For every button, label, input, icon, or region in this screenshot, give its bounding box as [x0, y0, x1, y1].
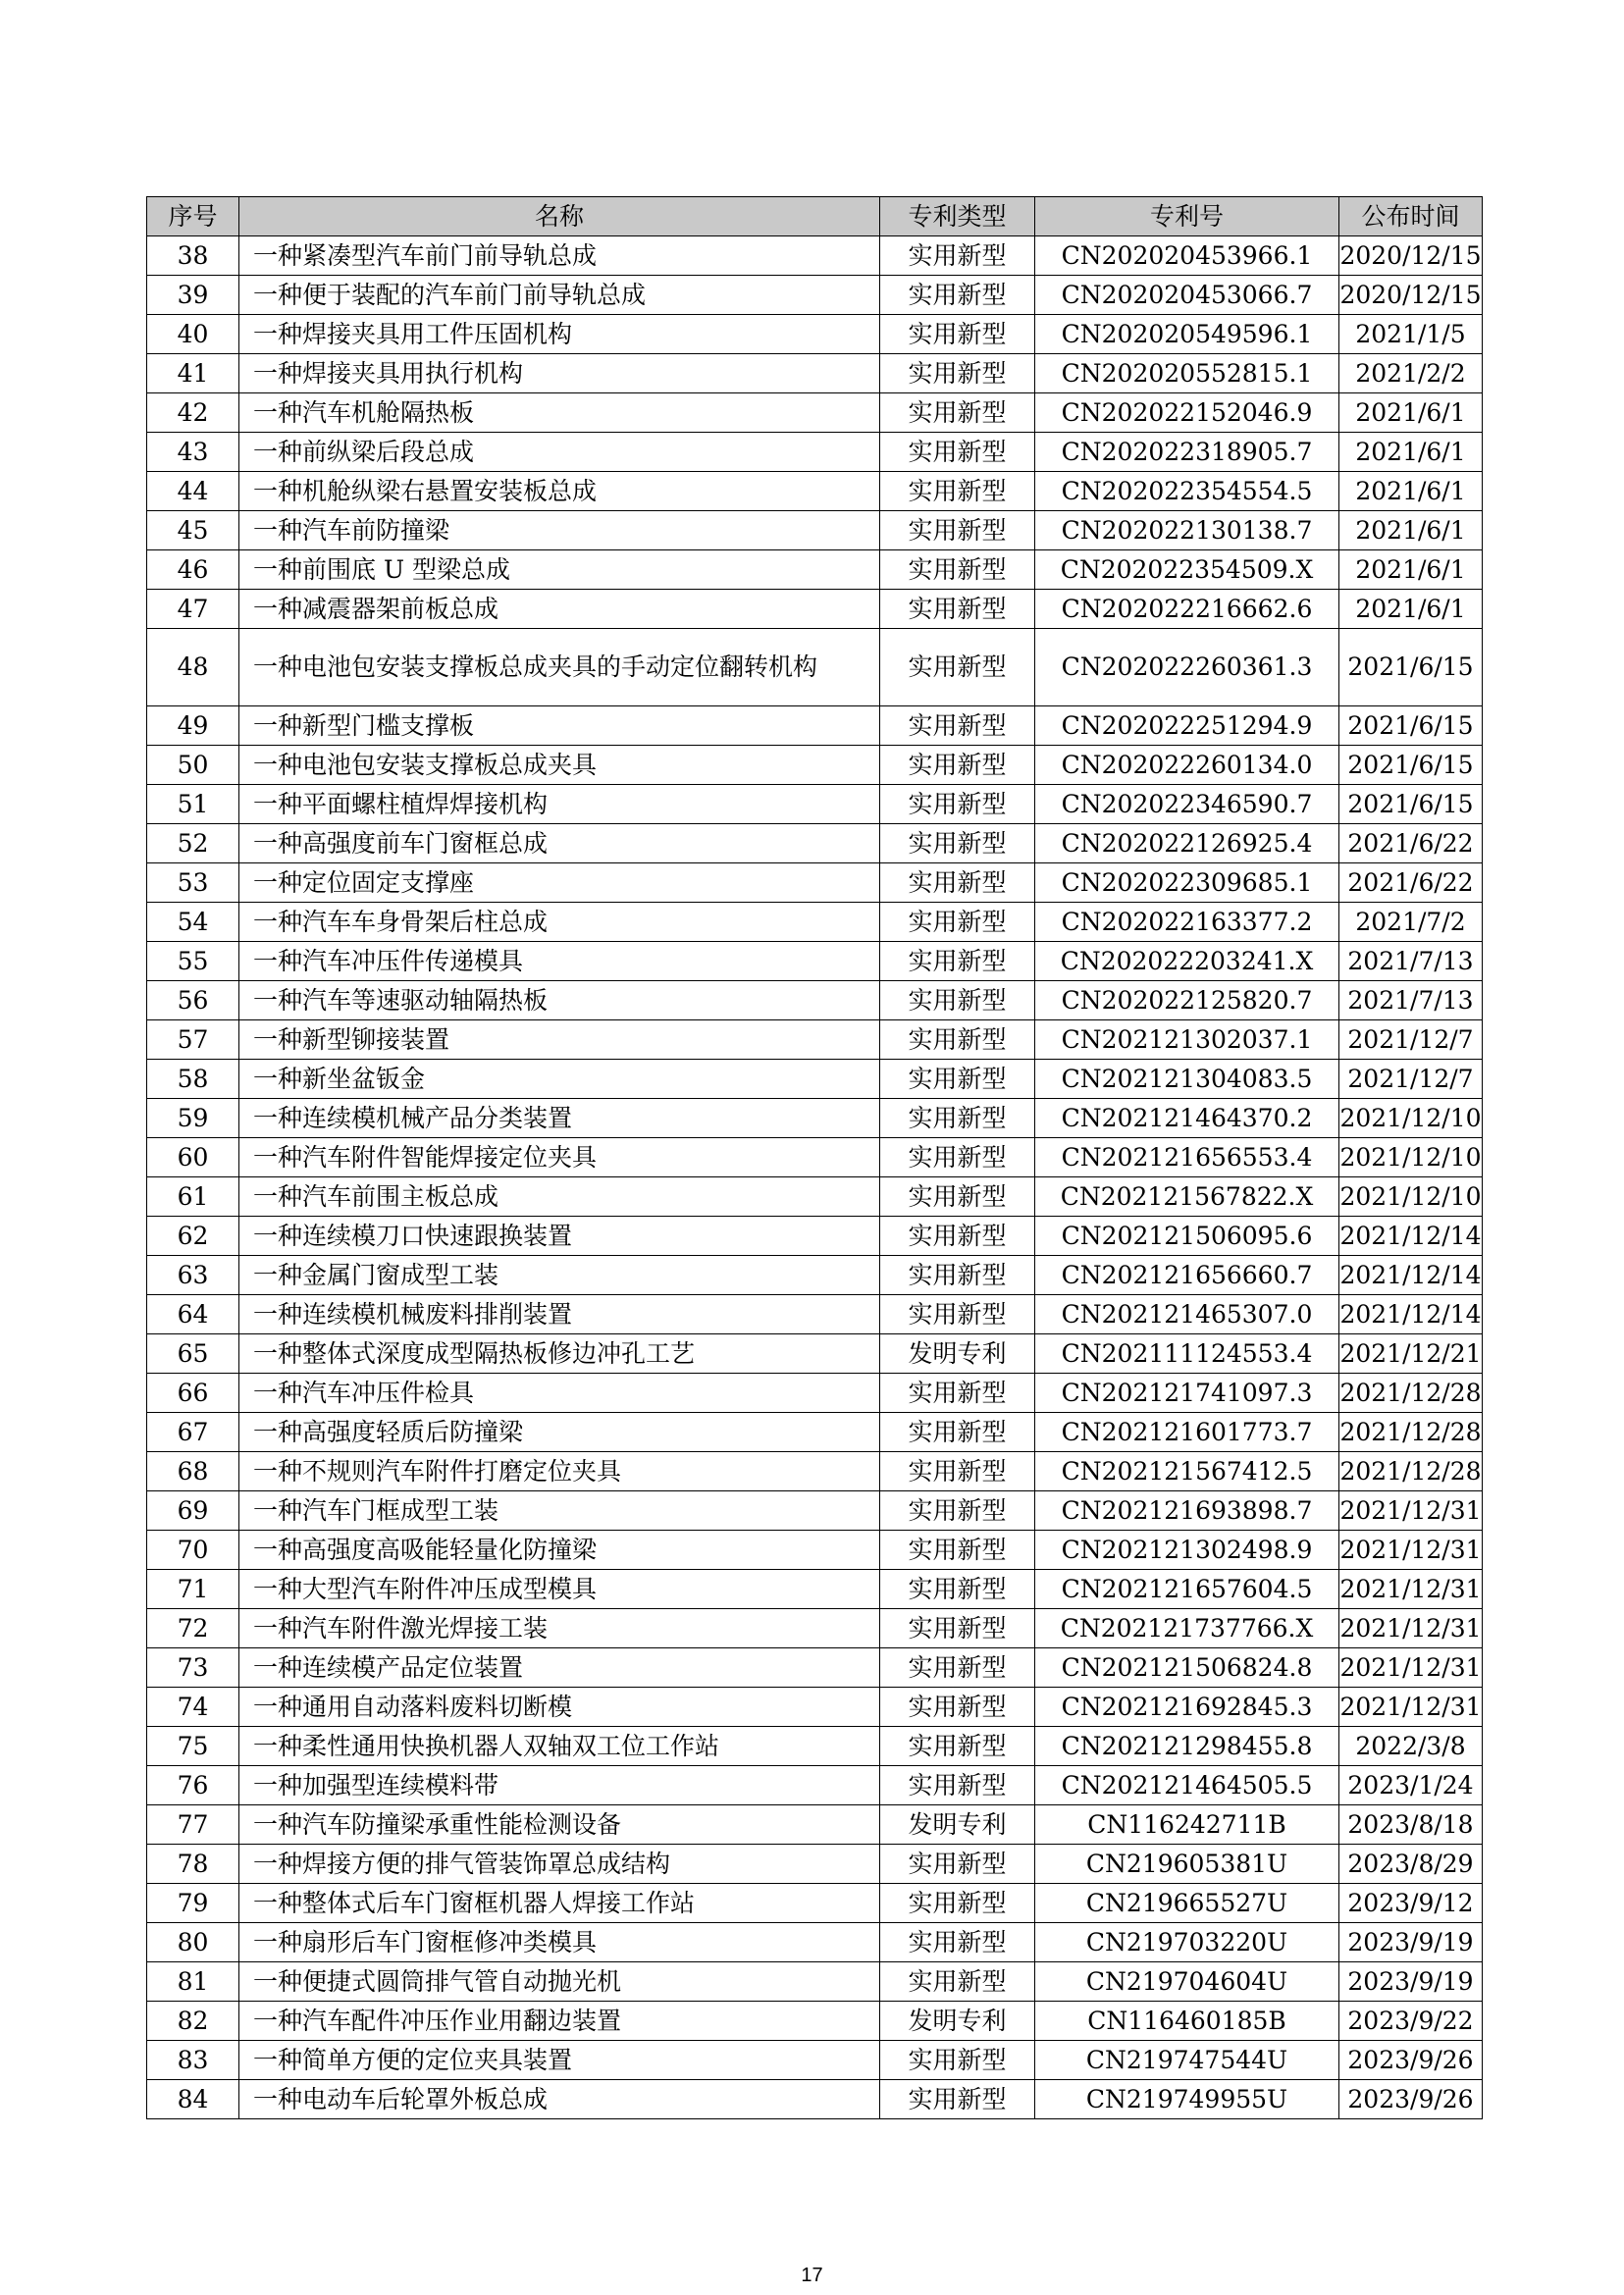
cell-patent-number: CN202111124553.4	[1035, 1334, 1339, 1374]
cell-patent-type: 实用新型	[880, 1688, 1035, 1727]
cell-index: 78	[147, 1845, 239, 1884]
table-header-row	[147, 197, 1483, 236]
cell-patent-number: CN202020453966.1	[1035, 236, 1339, 276]
cell-patent-number: CN202020453066.7	[1035, 276, 1339, 315]
table-row	[147, 236, 1483, 276]
cell-index: 62	[147, 1217, 239, 1256]
cell-index: 72	[147, 1609, 239, 1648]
cell-index: 81	[147, 1962, 239, 2002]
cell-index: 83	[147, 2041, 239, 2080]
cell-index: 73	[147, 1648, 239, 1688]
cell-patent-type: 实用新型	[880, 1962, 1035, 2002]
cell-patent-type: 实用新型	[880, 1295, 1035, 1334]
cell-patent-number: CN202121506095.6	[1035, 1217, 1339, 1256]
table-row	[147, 1295, 1483, 1334]
cell-patent-number: CN202121657604.5	[1035, 1570, 1339, 1609]
cell-patent-number: CN202022354554.5	[1035, 472, 1339, 511]
table-row	[147, 1923, 1483, 1962]
cell-patent-type: 实用新型	[880, 863, 1035, 903]
cell-patent-number: CN202121464370.2	[1035, 1099, 1339, 1138]
cell-patent-type: 实用新型	[880, 2041, 1035, 2080]
cell-patent-type: 实用新型	[880, 1491, 1035, 1531]
cell-name: 一种电动车后轮罩外板总成	[239, 2080, 880, 2119]
patent-table	[146, 196, 1483, 2119]
cell-patent-type: 实用新型	[880, 590, 1035, 629]
cell-name: 一种高强度高吸能轻量化防撞梁	[239, 1531, 880, 1570]
table-row	[147, 903, 1483, 942]
cell-name: 一种整体式后车门窗框机器人焊接工作站	[239, 1884, 880, 1923]
table-row	[147, 1491, 1483, 1531]
cell-publish-date: 2021/1/5	[1339, 315, 1483, 354]
header-name: 名称	[239, 197, 880, 236]
table-row	[147, 1805, 1483, 1845]
table-row	[147, 1609, 1483, 1648]
cell-name: 一种汽车冲压件传递模具	[239, 942, 880, 981]
cell-patent-number: CN116242711B	[1035, 1805, 1339, 1845]
cell-patent-number: CN202121692845.3	[1035, 1688, 1339, 1727]
cell-patent-type: 实用新型	[880, 1138, 1035, 1177]
cell-publish-date: 2023/8/29	[1339, 1845, 1483, 1884]
table-row	[147, 511, 1483, 550]
cell-patent-type: 实用新型	[880, 942, 1035, 981]
table-row	[147, 1334, 1483, 1374]
cell-index: 49	[147, 706, 239, 746]
cell-publish-date: 2020/12/15	[1339, 276, 1483, 315]
cell-name: 一种焊接夹具用工件压固机构	[239, 315, 880, 354]
cell-publish-date: 2021/12/28	[1339, 1413, 1483, 1452]
cell-patent-type: 实用新型	[880, 1060, 1035, 1099]
cell-publish-date: 2021/12/7	[1339, 1020, 1483, 1060]
table-row	[147, 1020, 1483, 1060]
cell-index: 59	[147, 1099, 239, 1138]
cell-name: 一种汽车配件冲压作业用翻边装置	[239, 2002, 880, 2041]
cell-name: 一种金属门窗成型工装	[239, 1256, 880, 1295]
cell-index: 42	[147, 393, 239, 433]
cell-index: 45	[147, 511, 239, 550]
cell-patent-number: CN202121693898.7	[1035, 1491, 1339, 1531]
cell-index: 41	[147, 354, 239, 393]
cell-publish-date: 2023/9/12	[1339, 1884, 1483, 1923]
table-row	[147, 354, 1483, 393]
header-patent-number: 专利号	[1035, 197, 1339, 236]
cell-index: 51	[147, 785, 239, 824]
cell-patent-type: 实用新型	[880, 1256, 1035, 1295]
header-index: 序号	[147, 197, 239, 236]
table-row	[147, 1766, 1483, 1805]
table-row	[147, 706, 1483, 746]
cell-index: 65	[147, 1334, 239, 1374]
cell-name: 一种前纵梁后段总成	[239, 433, 880, 472]
cell-index: 69	[147, 1491, 239, 1531]
table-row	[147, 433, 1483, 472]
cell-patent-type: 发明专利	[880, 2002, 1035, 2041]
cell-name: 一种机舱纵梁右悬置安装板总成	[239, 472, 880, 511]
cell-patent-number: CN202022318905.7	[1035, 433, 1339, 472]
table-row	[147, 1256, 1483, 1295]
cell-patent-number: CN202121656553.4	[1035, 1138, 1339, 1177]
table-row	[147, 2080, 1483, 2119]
cell-patent-type: 实用新型	[880, 903, 1035, 942]
table-row	[147, 746, 1483, 785]
cell-patent-type: 实用新型	[880, 511, 1035, 550]
table-row	[147, 1845, 1483, 1884]
table-row	[147, 1060, 1483, 1099]
cell-name: 一种电池包安装支撑板总成夹具的手动定位翻转机构	[239, 629, 880, 706]
cell-publish-date: 2023/9/26	[1339, 2041, 1483, 2080]
cell-publish-date: 2021/6/1	[1339, 433, 1483, 472]
cell-publish-date: 2021/6/1	[1339, 393, 1483, 433]
cell-publish-date: 2021/6/1	[1339, 550, 1483, 590]
cell-patent-type: 实用新型	[880, 472, 1035, 511]
cell-patent-number: CN202022354509.X	[1035, 550, 1339, 590]
cell-publish-date: 2020/12/15	[1339, 236, 1483, 276]
cell-patent-number: CN202022216662.6	[1035, 590, 1339, 629]
cell-patent-number: CN202022163377.2	[1035, 903, 1339, 942]
cell-patent-type: 实用新型	[880, 1648, 1035, 1688]
cell-patent-number: CN202022309685.1	[1035, 863, 1339, 903]
table-row	[147, 1688, 1483, 1727]
table-row	[147, 1884, 1483, 1923]
cell-patent-number: CN219747544U	[1035, 2041, 1339, 2080]
cell-patent-number: CN202121656660.7	[1035, 1256, 1339, 1295]
cell-publish-date: 2021/12/31	[1339, 1570, 1483, 1609]
cell-index: 55	[147, 942, 239, 981]
cell-patent-type: 实用新型	[880, 1727, 1035, 1766]
cell-index: 74	[147, 1688, 239, 1727]
cell-patent-type: 实用新型	[880, 354, 1035, 393]
cell-index: 68	[147, 1452, 239, 1491]
cell-name: 一种连续模机械废料排削装置	[239, 1295, 880, 1334]
cell-patent-type: 实用新型	[880, 433, 1035, 472]
cell-name: 一种平面螺柱植焊焊接机构	[239, 785, 880, 824]
cell-publish-date: 2021/7/13	[1339, 981, 1483, 1020]
cell-patent-type: 实用新型	[880, 1217, 1035, 1256]
cell-index: 80	[147, 1923, 239, 1962]
cell-index: 76	[147, 1766, 239, 1805]
cell-name: 一种定位固定支撑座	[239, 863, 880, 903]
cell-patent-type: 实用新型	[880, 236, 1035, 276]
table-row	[147, 315, 1483, 354]
cell-patent-type: 实用新型	[880, 629, 1035, 706]
cell-index: 66	[147, 1374, 239, 1413]
cell-publish-date: 2023/1/24	[1339, 1766, 1483, 1805]
cell-name: 一种汽车机舱隔热板	[239, 393, 880, 433]
cell-index: 40	[147, 315, 239, 354]
cell-patent-number: CN202121567822.X	[1035, 1177, 1339, 1217]
cell-publish-date: 2021/12/10	[1339, 1138, 1483, 1177]
cell-patent-type: 发明专利	[880, 1334, 1035, 1374]
cell-patent-number: CN219704604U	[1035, 1962, 1339, 2002]
cell-patent-type: 实用新型	[880, 1020, 1035, 1060]
cell-publish-date: 2021/12/31	[1339, 1648, 1483, 1688]
cell-patent-number: CN202121302498.9	[1035, 1531, 1339, 1570]
cell-name: 一种汽车附件智能焊接定位夹具	[239, 1138, 880, 1177]
cell-patent-type: 实用新型	[880, 1570, 1035, 1609]
cell-patent-type: 实用新型	[880, 1609, 1035, 1648]
table-row	[147, 1099, 1483, 1138]
cell-publish-date: 2021/12/14	[1339, 1256, 1483, 1295]
cell-name: 一种新型门槛支撑板	[239, 706, 880, 746]
table-row	[147, 863, 1483, 903]
cell-patent-number: CN202020552815.1	[1035, 354, 1339, 393]
cell-patent-type: 实用新型	[880, 1766, 1035, 1805]
cell-name: 一种连续模产品定位装置	[239, 1648, 880, 1688]
cell-publish-date: 2021/6/15	[1339, 785, 1483, 824]
cell-patent-number: CN202121304083.5	[1035, 1060, 1339, 1099]
cell-patent-type: 实用新型	[880, 1099, 1035, 1138]
cell-patent-type: 实用新型	[880, 2080, 1035, 2119]
cell-name: 一种简单方便的定位夹具装置	[239, 2041, 880, 2080]
table-row	[147, 785, 1483, 824]
cell-patent-number: CN202020549596.1	[1035, 315, 1339, 354]
cell-patent-number: CN202022130138.7	[1035, 511, 1339, 550]
cell-publish-date: 2021/6/1	[1339, 511, 1483, 550]
cell-index: 82	[147, 2002, 239, 2041]
table-row	[147, 1413, 1483, 1452]
cell-publish-date: 2022/3/8	[1339, 1727, 1483, 1766]
cell-patent-type: 实用新型	[880, 1531, 1035, 1570]
cell-name: 一种连续模刀口快速跟换装置	[239, 1217, 880, 1256]
cell-name: 一种新型铆接装置	[239, 1020, 880, 1060]
cell-name: 一种大型汽车附件冲压成型模具	[239, 1570, 880, 1609]
table-row	[147, 1217, 1483, 1256]
table-row	[147, 824, 1483, 863]
cell-publish-date: 2021/6/22	[1339, 863, 1483, 903]
cell-patent-type: 实用新型	[880, 393, 1035, 433]
table-body	[147, 236, 1483, 2119]
cell-patent-number: CN202022152046.9	[1035, 393, 1339, 433]
cell-name: 一种汽车车身骨架后柱总成	[239, 903, 880, 942]
cell-publish-date: 2021/12/31	[1339, 1609, 1483, 1648]
table-row	[147, 1374, 1483, 1413]
table-row	[147, 393, 1483, 433]
cell-name: 一种扇形后车门窗框修冲类模具	[239, 1923, 880, 1962]
table-row	[147, 1727, 1483, 1766]
cell-publish-date: 2021/12/14	[1339, 1217, 1483, 1256]
cell-index: 54	[147, 903, 239, 942]
cell-publish-date: 2021/6/22	[1339, 824, 1483, 863]
cell-publish-date: 2021/7/13	[1339, 942, 1483, 981]
cell-index: 71	[147, 1570, 239, 1609]
table-row	[147, 1962, 1483, 2002]
table-row	[147, 472, 1483, 511]
cell-name: 一种汽车附件激光焊接工装	[239, 1609, 880, 1648]
table-row	[147, 1452, 1483, 1491]
cell-publish-date: 2021/12/7	[1339, 1060, 1483, 1099]
cell-name: 一种焊接方便的排气管装饰罩总成结构	[239, 1845, 880, 1884]
cell-publish-date: 2023/9/19	[1339, 1923, 1483, 1962]
cell-patent-number: CN202121506824.8	[1035, 1648, 1339, 1688]
cell-publish-date: 2021/12/21	[1339, 1334, 1483, 1374]
table-row	[147, 550, 1483, 590]
cell-patent-type: 实用新型	[880, 706, 1035, 746]
cell-index: 46	[147, 550, 239, 590]
header-publish-date: 公布时间	[1339, 197, 1483, 236]
table-row	[147, 2002, 1483, 2041]
cell-index: 52	[147, 824, 239, 863]
cell-patent-number: CN202121465307.0	[1035, 1295, 1339, 1334]
cell-index: 39	[147, 276, 239, 315]
cell-publish-date: 2021/12/10	[1339, 1099, 1483, 1138]
table-row	[147, 1531, 1483, 1570]
cell-patent-number: CN116460185B	[1035, 2002, 1339, 2041]
cell-patent-type: 实用新型	[880, 746, 1035, 785]
cell-index: 58	[147, 1060, 239, 1099]
cell-name: 一种加强型连续模料带	[239, 1766, 880, 1805]
cell-index: 70	[147, 1531, 239, 1570]
cell-patent-type: 实用新型	[880, 1413, 1035, 1452]
cell-patent-number: CN202022251294.9	[1035, 706, 1339, 746]
cell-patent-type: 实用新型	[880, 785, 1035, 824]
cell-publish-date: 2021/6/15	[1339, 746, 1483, 785]
page-number: 17	[801, 2265, 823, 2286]
cell-name: 一种通用自动落料废料切断模	[239, 1688, 880, 1727]
cell-publish-date: 2021/6/1	[1339, 590, 1483, 629]
cell-name: 一种汽车防撞梁承重性能检测设备	[239, 1805, 880, 1845]
table-row	[147, 629, 1483, 706]
table-row	[147, 276, 1483, 315]
cell-patent-type: 实用新型	[880, 1177, 1035, 1217]
cell-patent-number: CN202121302037.1	[1035, 1020, 1339, 1060]
cell-name: 一种柔性通用快换机器人双轴双工位工作站	[239, 1727, 880, 1766]
cell-index: 75	[147, 1727, 239, 1766]
cell-publish-date: 2021/2/2	[1339, 354, 1483, 393]
cell-patent-type: 实用新型	[880, 1845, 1035, 1884]
cell-patent-number: CN219703220U	[1035, 1923, 1339, 1962]
cell-publish-date: 2021/12/31	[1339, 1531, 1483, 1570]
cell-index: 43	[147, 433, 239, 472]
cell-index: 67	[147, 1413, 239, 1452]
cell-name: 一种汽车冲压件检具	[239, 1374, 880, 1413]
cell-name: 一种便捷式圆筒排气管自动抛光机	[239, 1962, 880, 2002]
cell-name: 一种连续模机械产品分类装置	[239, 1099, 880, 1138]
cell-publish-date: 2021/12/14	[1339, 1295, 1483, 1334]
cell-patent-number: CN202022126925.4	[1035, 824, 1339, 863]
table-row	[147, 590, 1483, 629]
cell-patent-number: CN202022260361.3	[1035, 629, 1339, 706]
cell-patent-number: CN219605381U	[1035, 1845, 1339, 1884]
table-row	[147, 2041, 1483, 2080]
cell-index: 47	[147, 590, 239, 629]
cell-index: 84	[147, 2080, 239, 2119]
cell-patent-type: 实用新型	[880, 1884, 1035, 1923]
cell-index: 64	[147, 1295, 239, 1334]
cell-patent-number: CN202121737766.X	[1035, 1609, 1339, 1648]
table-row	[147, 942, 1483, 981]
cell-name: 一种焊接夹具用执行机构	[239, 354, 880, 393]
table-row	[147, 981, 1483, 1020]
cell-publish-date: 2021/12/10	[1339, 1177, 1483, 1217]
cell-index: 44	[147, 472, 239, 511]
table-row	[147, 1177, 1483, 1217]
cell-patent-number: CN202121567412.5	[1035, 1452, 1339, 1491]
cell-publish-date: 2021/6/1	[1339, 472, 1483, 511]
cell-index: 50	[147, 746, 239, 785]
cell-index: 38	[147, 236, 239, 276]
cell-index: 77	[147, 1805, 239, 1845]
cell-publish-date: 2023/9/22	[1339, 2002, 1483, 2041]
cell-name: 一种汽车前防撞梁	[239, 511, 880, 550]
cell-publish-date: 2021/6/15	[1339, 629, 1483, 706]
cell-patent-number: CN202121464505.5	[1035, 1766, 1339, 1805]
cell-patent-type: 实用新型	[880, 1923, 1035, 1962]
table-row	[147, 1648, 1483, 1688]
cell-index: 56	[147, 981, 239, 1020]
cell-patent-type: 实用新型	[880, 1452, 1035, 1491]
cell-patent-number: CN202121601773.7	[1035, 1413, 1339, 1452]
table-row	[147, 1138, 1483, 1177]
cell-index: 61	[147, 1177, 239, 1217]
cell-index: 60	[147, 1138, 239, 1177]
cell-publish-date: 2023/9/26	[1339, 2080, 1483, 2119]
cell-patent-number: CN219749955U	[1035, 2080, 1339, 2119]
cell-name: 一种减震器架前板总成	[239, 590, 880, 629]
cell-publish-date: 2021/12/28	[1339, 1452, 1483, 1491]
cell-publish-date: 2021/12/31	[1339, 1688, 1483, 1727]
cell-publish-date: 2023/8/18	[1339, 1805, 1483, 1845]
cell-name: 一种汽车等速驱动轴隔热板	[239, 981, 880, 1020]
cell-patent-number: CN202022203241.X	[1035, 942, 1339, 981]
cell-index: 53	[147, 863, 239, 903]
cell-publish-date: 2021/12/28	[1339, 1374, 1483, 1413]
cell-index: 79	[147, 1884, 239, 1923]
cell-name: 一种不规则汽车附件打磨定位夹具	[239, 1452, 880, 1491]
cell-patent-number: CN202121298455.8	[1035, 1727, 1339, 1766]
cell-patent-number: CN219665527U	[1035, 1884, 1339, 1923]
cell-patent-number: CN202022125820.7	[1035, 981, 1339, 1020]
cell-name: 一种汽车前围主板总成	[239, 1177, 880, 1217]
cell-patent-number: CN202022260134.0	[1035, 746, 1339, 785]
cell-index: 63	[147, 1256, 239, 1295]
cell-patent-type: 实用新型	[880, 315, 1035, 354]
cell-patent-type: 实用新型	[880, 276, 1035, 315]
cell-name: 一种汽车门框成型工装	[239, 1491, 880, 1531]
cell-index: 48	[147, 629, 239, 706]
cell-name: 一种电池包安装支撑板总成夹具	[239, 746, 880, 785]
cell-patent-type: 实用新型	[880, 824, 1035, 863]
cell-name: 一种整体式深度成型隔热板修边冲孔工艺	[239, 1334, 880, 1374]
cell-publish-date: 2021/7/2	[1339, 903, 1483, 942]
cell-publish-date: 2021/12/31	[1339, 1491, 1483, 1531]
cell-patent-type: 发明专利	[880, 1805, 1035, 1845]
cell-name: 一种紧凑型汽车前门前导轨总成	[239, 236, 880, 276]
cell-publish-date: 2021/6/15	[1339, 706, 1483, 746]
cell-name: 一种前围底 U 型梁总成	[239, 550, 880, 590]
cell-name: 一种高强度前车门窗框总成	[239, 824, 880, 863]
cell-patent-number: CN202022346590.7	[1035, 785, 1339, 824]
cell-publish-date: 2023/9/19	[1339, 1962, 1483, 2002]
cell-patent-type: 实用新型	[880, 981, 1035, 1020]
cell-name: 一种高强度轻质后防撞梁	[239, 1413, 880, 1452]
table-row	[147, 1570, 1483, 1609]
cell-patent-number: CN202121741097.3	[1035, 1374, 1339, 1413]
cell-patent-type: 实用新型	[880, 550, 1035, 590]
cell-patent-type: 实用新型	[880, 1374, 1035, 1413]
cell-name: 一种新坐盆钣金	[239, 1060, 880, 1099]
header-patent-type: 专利类型	[880, 197, 1035, 236]
cell-index: 57	[147, 1020, 239, 1060]
cell-name: 一种便于装配的汽车前门前导轨总成	[239, 276, 880, 315]
